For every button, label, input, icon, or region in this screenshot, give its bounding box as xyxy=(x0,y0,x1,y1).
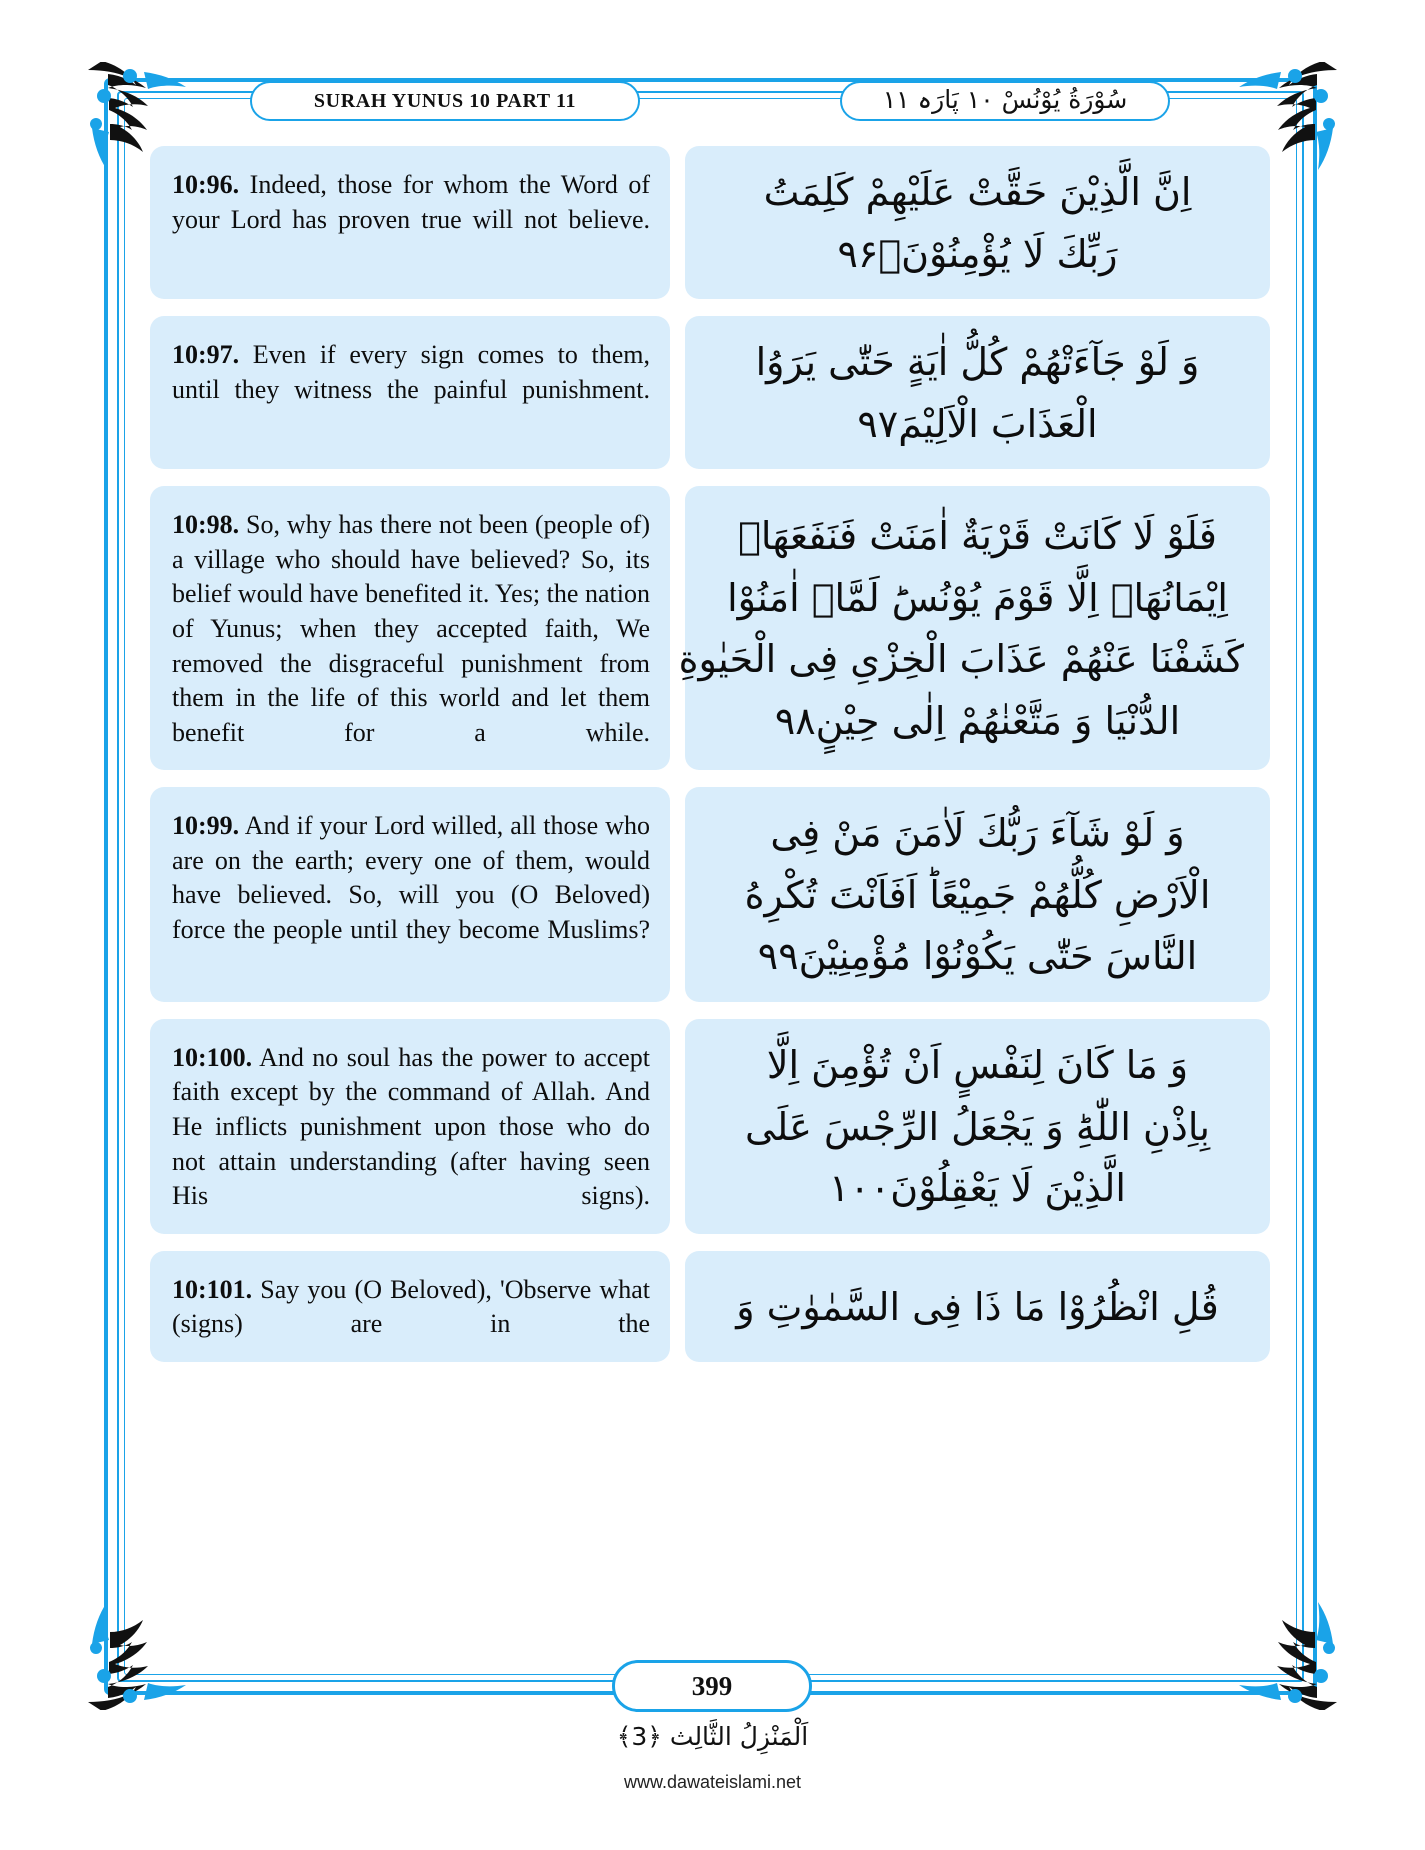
arabic-line: وَ لَوْ جَآءَتْهُمْ كُلُّ اٰیَةٍ حَتّٰى یَرَوُا xyxy=(755,340,1200,385)
arabic-line: فَلَوْ لَا كَانَتْ قَرْیَةٌ اٰمَنَتْ فَنَفَعَهَاۤ xyxy=(738,514,1217,559)
verse-row xyxy=(150,316,1270,469)
surah-title-arabic-text: سُوْرَةُ یُوْنُسْ ۱۰ پَارَہ ۱۱ xyxy=(882,84,1128,114)
arabic-line: الْاَرْضِ كُلُّهُمْ جَمِیْعًاؕ اَفَاَنْتَ تُكْرِهُ xyxy=(744,872,1211,917)
verse-number: 10:96. xyxy=(172,170,240,199)
verse-number: 10:98. xyxy=(172,510,240,540)
manzil-label: اَلْمَنْزِلُ الثَّالِث ﴿3﴾ xyxy=(616,1722,809,1751)
arabic-line: رَبِّكَ لَا یُؤْمِنُوْنَۙ۹۶ xyxy=(837,231,1118,276)
arabic-line: اِنَّ الَّذِیْنَ حَقَّتْ عَلَیْهِمْ كَلِمَتُ xyxy=(763,170,1192,214)
arabic-line: اِیْمَانُهَاۤ اِلَّا قَوْمَ یُوْنُسَؕ لَمَّاۤ اٰمَنُوْا xyxy=(727,575,1228,620)
verse-arabic xyxy=(685,787,1270,1002)
verse-translation-text: Indeed, those for whom the Word of your Lord has proven true will not believe. xyxy=(172,170,651,234)
verse-translation-text: Say you (O Beloved), 'Observe what (signs) are in the xyxy=(172,1274,650,1339)
verse-arabic xyxy=(685,146,1270,299)
verse-translation-text: So, why has there not been (people of) a village who should have believed? So, its belief would have benefited it. Yes; the nation of Yunus; when they accepted faith, We removed the disgraceful punishment from them in the life of this world and let them benefit for a while. xyxy=(172,510,650,747)
page-header xyxy=(150,78,1270,124)
verse-arabic xyxy=(685,1019,1270,1234)
arabic-line: الَّذِیْنَ لَا یَعْقِلُوْنَ۱۰۰ xyxy=(829,1166,1126,1211)
verse-arabic xyxy=(685,316,1270,469)
website-url: www.dawateislami.net xyxy=(623,1772,802,1792)
verse-translation-text: And if your Lord willed, all those who are on the earth; every one of them, would have believed. So, will you (O Beloved) force the people until they become Muslims? xyxy=(172,811,650,944)
arabic-line: بِاِذْنِ اللّٰهِؕ وَ یَجْعَلُ الرِّجْسَ عَلَى xyxy=(745,1104,1210,1149)
verse-translation xyxy=(150,1019,670,1234)
verse-translation xyxy=(150,316,670,469)
verse-translation xyxy=(150,1251,670,1362)
verse-row xyxy=(150,146,1270,299)
verse-number: 10:100. xyxy=(172,1042,253,1072)
verse-translation xyxy=(150,787,670,1002)
arabic-line: الدُّنْیَا وَ مَتَّعْنٰهُمْ اِلٰى حِیْنٍ۹۸ xyxy=(774,698,1181,743)
surah-title-english-text: SURAH YUNUS 10 PART 11 xyxy=(313,89,577,112)
arabic-line: الْعَذَابَ الْاَلِیْمَ۹۷ xyxy=(857,401,1098,446)
verse-row xyxy=(150,486,1270,770)
verse-translation-text: Even if every sign comes to them, until they witness the painful punishment. xyxy=(172,340,650,404)
surah-title-arabic xyxy=(840,81,1170,121)
arabic-line: وَ مَا كَانَ لِنَفْسٍ اَنْ تُؤْمِنَ اِلَّا xyxy=(766,1043,1189,1087)
verse-translation xyxy=(150,486,670,770)
verse-translation-text: And no soul has the power to accept faith except by the command of Allah. And He inflicts punishment upon those who do not attain understanding (after having seen His signs). xyxy=(172,1042,650,1211)
verses-container xyxy=(150,146,1270,1379)
verse-row xyxy=(150,1251,1270,1362)
page-number: 399 xyxy=(691,1670,733,1701)
arabic-line: وَ لَوْ شَآءَ رَبُّكَ لَاٰمَنَ مَنْ فِی xyxy=(770,811,1185,856)
verse-number: 10:97. xyxy=(172,340,240,370)
verse-arabic xyxy=(685,1251,1270,1362)
verse-arabic xyxy=(678,486,1270,770)
verse-row xyxy=(150,1019,1270,1234)
verse-row xyxy=(150,787,1270,1002)
arabic-line: قُلِ انْظُرُوْا مَا ذَا فِی السَّمٰوٰتِ وَ xyxy=(736,1284,1219,1329)
verse-number: 10:101. xyxy=(172,1274,253,1304)
arabic-line: النَّاسَ حَتّٰى یَكُوْنُوْا مُؤْمِنِیْنَ۹۹ xyxy=(757,934,1198,979)
page-number-badge xyxy=(612,1660,812,1712)
verse-translation xyxy=(150,146,670,299)
arabic-line: كَشَفْنَا عَنْهُمْ عَذَابَ الْخِزْیِ فِی الْحَیٰوةِ xyxy=(678,637,1244,682)
surah-title-english xyxy=(250,81,640,121)
verse-number: 10:99. xyxy=(172,811,240,841)
